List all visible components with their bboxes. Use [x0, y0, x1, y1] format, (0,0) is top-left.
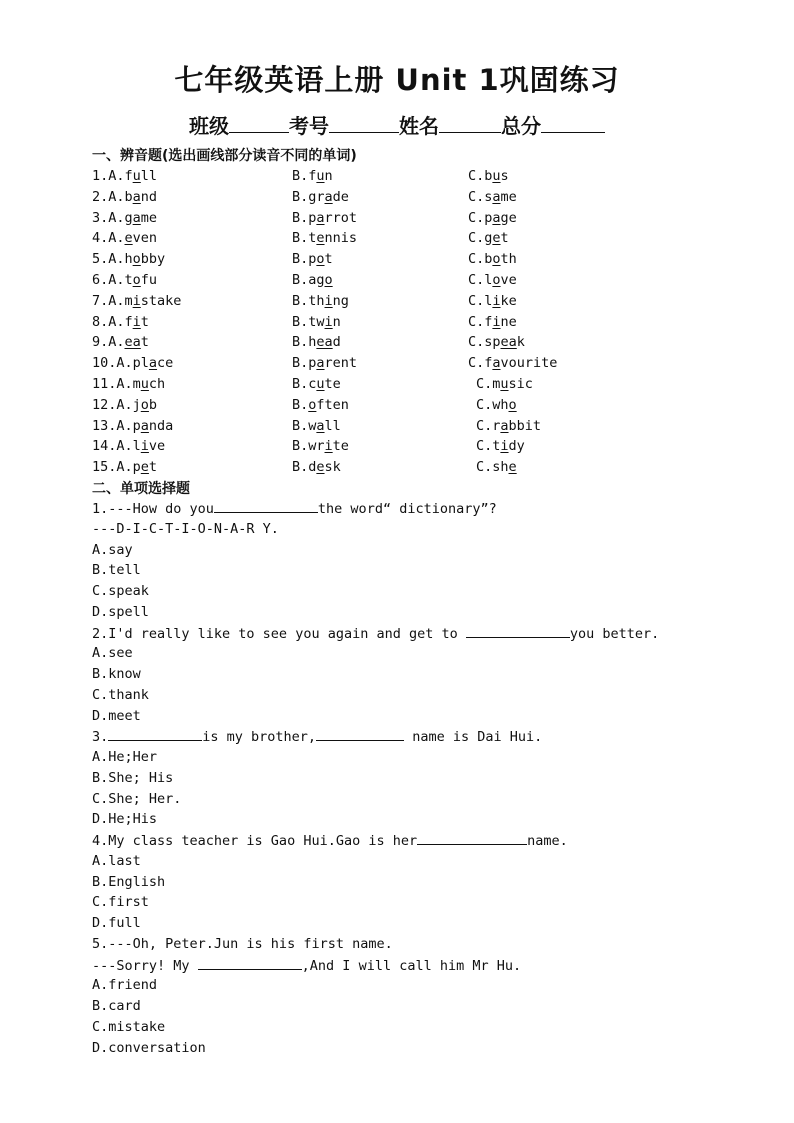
phonetics-row — [92, 332, 772, 353]
underlined-letters: i — [492, 292, 501, 309]
option-c — [468, 187, 517, 208]
class-label: 班级 — [189, 114, 229, 138]
option-c — [476, 374, 533, 395]
word-part: de — [332, 188, 349, 205]
section1-heading: 一、辨音题(选出画线部分读音不同的单词) — [92, 148, 357, 164]
word-part: 11.A.m — [92, 375, 141, 392]
option-a — [92, 249, 165, 270]
option-a — [92, 353, 173, 374]
word-part: ve — [500, 271, 517, 288]
word-part: C.wh — [476, 396, 509, 413]
question-line — [92, 519, 772, 540]
line-text: B.She; His — [92, 769, 174, 786]
underlined-letters: o — [324, 271, 333, 288]
question-line — [92, 1017, 772, 1038]
word-part: rent — [324, 355, 358, 372]
number-label: 考号 — [289, 114, 329, 138]
underlined-letters: a — [500, 417, 509, 434]
line-text: 4.My class teacher is Gao Hui.Gao is her — [92, 833, 418, 849]
word-part: 1.A.f — [92, 168, 133, 184]
answer-blank[interactable] — [466, 623, 570, 638]
word-part: me — [140, 209, 158, 226]
underlined-letters: i — [132, 292, 141, 309]
option-a — [92, 332, 149, 353]
underlined-letters: a — [316, 417, 325, 434]
underlined-letters: a — [492, 355, 501, 372]
underlined-letters: u — [492, 168, 501, 184]
question-line — [92, 955, 772, 976]
option-b — [292, 291, 349, 312]
line-text: is my brother, — [202, 729, 317, 746]
word-part: t — [500, 230, 509, 247]
line-text: C.thank — [92, 686, 149, 703]
underlined-letters: o — [132, 251, 141, 268]
line-text: A.He;Her — [92, 749, 158, 765]
line-text: you better. — [569, 625, 660, 642]
word-part: 4.A. — [92, 230, 125, 247]
option-c — [468, 166, 509, 187]
line-text: C.first — [92, 894, 149, 911]
word-part: C.f — [468, 313, 493, 330]
answer-blank[interactable] — [214, 498, 318, 513]
word-part: nnis — [324, 230, 358, 247]
underlined-letters: o — [140, 396, 149, 413]
question-line — [92, 602, 772, 623]
underlined-letters: e — [316, 230, 325, 247]
word-part: B.gr — [292, 188, 325, 205]
option-a — [92, 395, 157, 416]
number-blank[interactable] — [329, 114, 399, 133]
word-part: dy — [508, 438, 525, 455]
word-part: t — [140, 313, 149, 330]
word-part: B.f — [292, 168, 317, 184]
underlined-letters: ea — [500, 334, 517, 351]
underlined-letters: e — [316, 459, 325, 476]
question-line — [92, 830, 772, 851]
word-part: bbit — [508, 417, 542, 434]
word-part: 9.A. — [92, 334, 125, 351]
option-a — [92, 416, 173, 437]
word-part: sk — [324, 459, 341, 476]
word-part: t — [148, 459, 158, 476]
underlined-letters: o — [508, 396, 517, 413]
option-c — [468, 208, 517, 229]
word-part: 8.A.f — [92, 313, 133, 330]
underlined-letters: u — [316, 168, 325, 184]
phonetics-row — [92, 166, 772, 187]
word-part: 7.A.m — [92, 292, 133, 309]
word-part: th — [500, 251, 517, 268]
word-part: vourite — [500, 355, 558, 372]
word-part: rrot — [324, 209, 358, 226]
line-text: the word“ dictionary”? — [317, 501, 497, 517]
question-line — [92, 540, 772, 561]
underlined-letters: u — [140, 375, 149, 392]
word-part: C.sp — [468, 334, 501, 351]
word-part: 14.A.l — [92, 438, 141, 455]
line-text: B.tell — [92, 562, 141, 579]
option-a — [92, 291, 181, 312]
word-part: stake — [140, 292, 182, 309]
word-part: B.d — [292, 459, 317, 476]
line-text: A.say — [92, 541, 133, 558]
phonetics-list — [92, 166, 772, 478]
line-text: name is Dai Hui. — [404, 729, 543, 746]
word-part: 10.A.pl — [92, 355, 149, 372]
line-text: D.He;His — [92, 811, 158, 828]
option-c — [468, 332, 525, 353]
line-text: 3. — [92, 729, 109, 746]
line-text: A.friend — [92, 977, 158, 994]
line-text: B.card — [92, 998, 141, 1014]
option-b — [292, 270, 333, 291]
word-part: B.tw — [292, 313, 325, 330]
word-part: n — [324, 168, 333, 184]
option-b — [292, 312, 341, 333]
word-part: n — [332, 313, 341, 330]
phonetics-row — [92, 312, 772, 333]
question-line — [92, 934, 772, 955]
phonetics-row — [92, 416, 772, 437]
line-text: B.English — [92, 873, 166, 890]
underlined-letters: e — [140, 459, 149, 476]
phonetics-row — [92, 353, 772, 374]
word-part: 15.A.p — [92, 459, 141, 476]
name-blank[interactable] — [439, 114, 501, 133]
answer-blank[interactable] — [108, 726, 202, 741]
word-part: 5.A.h — [92, 251, 133, 268]
word-part: sic — [508, 375, 533, 392]
line-text: 2.I'd really like to see you again and get to — [92, 625, 466, 642]
word-part: C.g — [468, 230, 493, 247]
question-line — [92, 726, 772, 747]
word-part: B.p — [292, 209, 317, 226]
word-part: bby — [140, 251, 166, 268]
phonetics-row — [92, 249, 772, 270]
option-b — [292, 166, 333, 187]
phonetics-row — [92, 374, 772, 395]
word-part: ch — [148, 375, 166, 392]
word-part: ve — [148, 438, 166, 455]
option-c — [476, 457, 517, 478]
option-a — [92, 436, 165, 457]
question-line — [92, 643, 772, 664]
answer-blank[interactable] — [316, 726, 404, 741]
underlined-letters: a — [324, 188, 333, 205]
line-text: B.know — [92, 666, 141, 682]
question-line — [92, 768, 772, 789]
word-part: ll — [140, 168, 158, 184]
word-part: nd — [140, 188, 158, 205]
phonetics-row — [92, 208, 772, 229]
word-part: C.f — [468, 355, 493, 372]
option-b — [292, 187, 349, 208]
word-part: B.th — [292, 292, 325, 309]
underlined-letters: a — [492, 209, 501, 226]
multiple-choice-list — [92, 498, 772, 1058]
option-a — [92, 270, 157, 291]
answer-blank[interactable] — [417, 830, 527, 845]
word-part: nda — [148, 417, 174, 434]
question-line — [92, 560, 772, 581]
line-text: A.see — [92, 645, 133, 662]
option-c — [468, 291, 517, 312]
word-part: te — [332, 438, 349, 455]
option-b — [292, 395, 349, 416]
underlined-letters: a — [316, 355, 325, 372]
word-part: C.l — [468, 271, 493, 288]
phonetics-row — [92, 291, 772, 312]
word-part: B.ag — [292, 271, 325, 288]
underlined-letters: ea — [124, 334, 141, 351]
underlined-letters: o — [492, 251, 501, 268]
word-part: ce — [157, 355, 174, 372]
line-text: 1.---How do you — [92, 501, 214, 517]
question-line — [92, 913, 772, 934]
underlined-letters: i — [492, 313, 501, 330]
line-text: D.full — [92, 915, 141, 931]
underlined-letters: a — [132, 209, 141, 226]
word-part: k — [516, 334, 525, 351]
word-part: C.b — [468, 251, 493, 268]
word-part: 2.A.b — [92, 188, 133, 205]
answer-blank[interactable] — [198, 955, 302, 970]
section2-heading: 二、单项选择题 — [92, 481, 190, 497]
option-c — [476, 436, 525, 457]
word-part: fu — [140, 271, 158, 288]
word-part: C.r — [476, 417, 501, 434]
underlined-letters: a — [140, 417, 149, 434]
option-c — [468, 270, 517, 291]
word-part: 3.A.g — [92, 209, 133, 226]
word-part: B. — [292, 396, 309, 413]
option-b — [292, 436, 349, 457]
underlined-letters: ea — [316, 334, 333, 351]
underlined-letters: u — [316, 375, 325, 392]
underlined-letters: i — [324, 313, 333, 330]
word-part: B.w — [292, 417, 317, 434]
word-part: B.c — [292, 375, 317, 392]
word-part: t — [140, 334, 149, 351]
line-text: A.last — [92, 852, 141, 869]
word-part: ge — [500, 209, 517, 226]
question-line — [92, 685, 772, 706]
phonetics-row — [92, 436, 772, 457]
underlined-letters: u — [132, 168, 141, 184]
word-part: ke — [500, 292, 517, 309]
line-text: C.speak — [92, 583, 149, 599]
question-line — [92, 581, 772, 602]
question-line — [92, 892, 772, 913]
underlined-letters: a — [132, 188, 141, 205]
option-a — [92, 312, 149, 333]
question-line — [92, 1038, 772, 1059]
word-part: 6.A.t — [92, 271, 133, 288]
option-c — [468, 353, 557, 374]
underlined-letters: i — [324, 438, 333, 455]
question-line — [92, 789, 772, 810]
option-b — [292, 353, 357, 374]
word-part: ften — [316, 396, 349, 413]
phonetics-row — [92, 457, 772, 478]
line-text: C.She; Her. — [92, 790, 182, 807]
question-line — [92, 623, 772, 644]
question-line — [92, 498, 772, 519]
score-label: 总分 — [501, 114, 541, 138]
option-b — [292, 208, 357, 229]
question-line — [92, 872, 772, 893]
option-b — [292, 249, 333, 270]
word-part: B.p — [292, 251, 317, 268]
question-line — [92, 664, 772, 685]
word-part: B.p — [292, 355, 317, 372]
underlined-letters: i — [500, 438, 509, 455]
word-part: C.l — [468, 292, 493, 309]
word-part: 13.A.p — [92, 417, 141, 434]
word-part: C.sh — [476, 459, 509, 476]
word-part: s — [500, 168, 509, 184]
word-part: te — [324, 375, 341, 392]
option-c — [476, 395, 517, 416]
page-title: 七年级英语上册 Unit 1巩固练习 — [174, 63, 620, 97]
underlined-letters: a — [316, 209, 325, 226]
question-line — [92, 747, 772, 768]
name-label: 姓名 — [399, 114, 439, 138]
word-part: d — [332, 334, 341, 351]
word-part: ll — [324, 417, 341, 434]
word-part: ne — [500, 313, 517, 330]
line-text: name. — [527, 833, 568, 849]
word-part: ng — [332, 292, 349, 309]
word-part: t — [324, 251, 333, 268]
question-line — [92, 996, 772, 1017]
line-text: ,And I will call him Mr Hu. — [301, 957, 522, 974]
phonetics-row — [92, 187, 772, 208]
underlined-letters: e — [508, 459, 517, 476]
option-b — [292, 332, 341, 353]
option-b — [292, 374, 341, 395]
word-part: b — [148, 396, 158, 413]
option-a — [92, 374, 165, 395]
option-b — [292, 416, 341, 437]
line-text: ---D-I-C-T-I-O-N-A-R Y. — [92, 520, 279, 537]
underlined-letters: e — [124, 230, 133, 247]
option-a — [92, 166, 157, 187]
option-a — [92, 187, 157, 208]
question-line — [92, 975, 772, 996]
line-text: D.conversation — [92, 1039, 206, 1056]
line-text: C.mistake — [92, 1018, 166, 1035]
student-info-line — [0, 110, 794, 139]
phonetics-row — [92, 228, 772, 249]
underlined-letters: o — [132, 271, 141, 288]
word-part: C.m — [476, 375, 501, 392]
underlined-letters: i — [132, 313, 141, 330]
underlined-letters: a — [148, 355, 158, 372]
underlined-letters: o — [316, 251, 325, 268]
word-part: B.t — [292, 230, 317, 247]
underlined-letters: u — [500, 375, 509, 392]
underlined-letters: i — [140, 438, 149, 455]
score-blank[interactable] — [541, 114, 605, 133]
option-b — [292, 457, 341, 478]
line-text: ---Sorry! My — [92, 957, 198, 974]
option-a — [92, 457, 157, 478]
line-text: D.meet — [92, 707, 141, 724]
word-part: C.t — [476, 438, 501, 455]
question-line — [92, 809, 772, 830]
option-a — [92, 208, 157, 229]
underlined-letters: e — [492, 230, 501, 247]
option-a — [92, 228, 157, 249]
word-part: me — [500, 188, 517, 205]
underlined-letters: i — [324, 292, 333, 309]
underlined-letters: o — [308, 396, 317, 413]
word-part: B.wr — [292, 438, 325, 455]
word-part: B.h — [292, 334, 317, 351]
word-part: C.s — [468, 188, 493, 205]
line-text: 5.---Oh, Peter.Jun is his first name. — [92, 935, 393, 952]
option-c — [468, 228, 509, 249]
word-part: C.p — [468, 209, 493, 226]
line-text: D.spell — [92, 603, 149, 620]
phonetics-row — [92, 395, 772, 416]
question-line — [92, 706, 772, 727]
word-part: ven — [132, 230, 158, 247]
option-c — [476, 416, 541, 437]
underlined-letters: a — [492, 188, 501, 205]
option-b — [292, 228, 357, 249]
option-c — [468, 249, 517, 270]
phonetics-row — [92, 270, 772, 291]
word-part: C.b — [468, 168, 493, 184]
option-c — [468, 312, 517, 333]
word-part: 12.A.j — [92, 396, 141, 413]
class-blank[interactable] — [229, 114, 289, 133]
question-line — [92, 851, 772, 872]
underlined-letters: o — [492, 271, 501, 288]
